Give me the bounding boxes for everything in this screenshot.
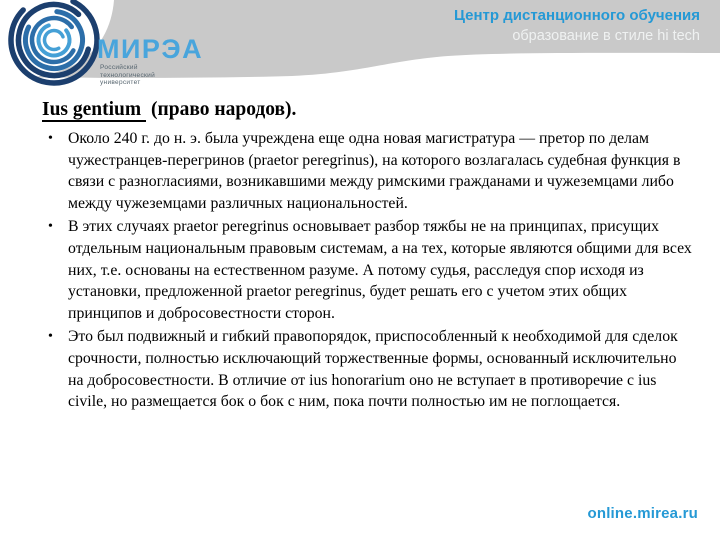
bullet-item: • Около 240 г. до н. э. была учреждена еще одна новая магистратура — претор по делам чужестранцев-перегринов (praetor peregrinus), на которого возлагалась судебная функция в связи с разногласиями, возникавшими между римскими гражданами и чужеземцами либо между чужеземцами различных национальностей. — [68, 128, 692, 214]
brand-subtitle — [100, 64, 155, 87]
page-title-rest: (право народов). — [151, 99, 297, 120]
bullet-item: • В этих случаях praetor peregrinus основывает разбор тяжбы не на принципах, присущих отдельным национальным правовым системам, а на тех, которые являются общими для всех них, т.е. основаны на естественном разуме. А потому судья, расследуя спор исходя из установки, предложенной praetor peregrinus, будет решать его с учетом этих общих принципов и добросовестности сторон. — [68, 216, 692, 324]
page-title-underlined: Ius gentium — [42, 99, 146, 122]
page-title — [42, 98, 692, 122]
site-link[interactable]: online.mirea.ru — [587, 505, 698, 522]
bullet-item: • Это был подвижный и гибкий правопорядок, приспособленный к необходимой для сделок срочности, полностью исключающий торжественные формы, основанный исключительно на добросовестности. В отличие от ius honorarium оно не вступает в противоречие с ius civile, но размещается бок о бок с ним, пока почти полностью им не поглощается. — [68, 326, 692, 412]
spiral-rings-icon — [4, 0, 106, 90]
brand-subtitle-line: Российский — [100, 64, 138, 71]
footer — [587, 505, 698, 523]
header-text — [454, 6, 700, 45]
center-title: Центр дистанционного обучения — [454, 7, 700, 24]
bullet-list — [42, 128, 692, 413]
brand-subtitle-line: университет — [100, 79, 141, 86]
brand-subtitle-line: технологический — [100, 71, 156, 79]
slide-content — [42, 98, 692, 415]
mirea-logo — [0, 0, 230, 100]
brand-wordmark: МИРЭА — [97, 34, 204, 64]
center-tagline: образование в стиле hi tech — [512, 28, 700, 44]
